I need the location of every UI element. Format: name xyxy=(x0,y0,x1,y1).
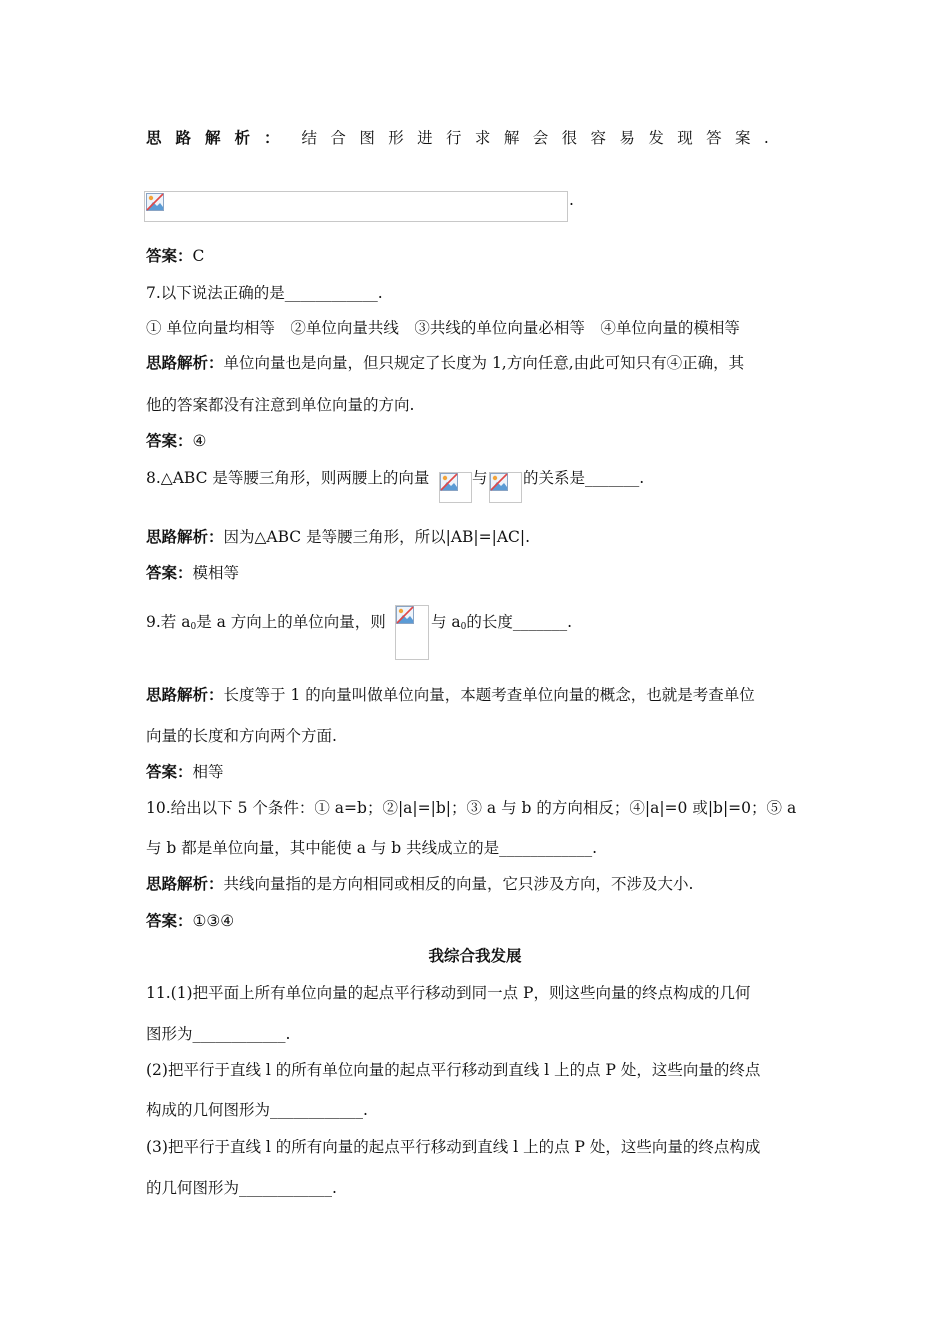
answer-value: ①③④ xyxy=(192,912,235,930)
q11-part3-line2: 的几何图形为____________. xyxy=(146,1179,337,1197)
q10-question-line2: 与 b 都是单位向量，其中能使 a 与 b 共线成立的是____________. xyxy=(146,839,598,857)
analysis-text: 因为△ABC 是等腰三角形，所以|AB|=|AC|. xyxy=(223,528,531,546)
q10-analysis xyxy=(146,874,693,894)
q8-question-b: 与 xyxy=(472,469,488,487)
q7-analysis-line2: 他的答案都没有注意到单位向量的方向. xyxy=(146,396,415,414)
q11-part2-line2: 构成的几何图形为____________. xyxy=(146,1101,368,1119)
analysis-label: 思路解析： xyxy=(146,875,224,893)
q10-answer xyxy=(146,911,234,931)
vector-ac-image xyxy=(489,472,522,503)
q9-text-c: 与 a xyxy=(431,613,461,631)
q7-answer xyxy=(146,431,206,451)
q8-analysis xyxy=(146,527,530,547)
answer-label: 答案： xyxy=(146,912,193,930)
analysis-label: 思路解析： xyxy=(146,528,224,546)
answer-label: 答案： xyxy=(146,763,193,781)
broken-image-icon xyxy=(490,473,508,491)
analysis-text: 结合图形进行求解会很容易发现答案. xyxy=(301,129,783,147)
q9-analysis-line1 xyxy=(146,685,755,705)
section-title: 我综合我发展 xyxy=(428,947,522,965)
subscript: 0 xyxy=(460,622,467,632)
broken-image-icon xyxy=(146,193,164,211)
q8-answer xyxy=(146,563,239,583)
q6-analysis-line xyxy=(146,128,782,148)
q6-answer xyxy=(146,246,204,266)
analysis-label: 思路解析： xyxy=(146,129,294,147)
q9-text-d: 的长度_______. xyxy=(466,613,573,631)
q8-question-c: 的关系是_______. xyxy=(523,469,645,487)
q11-part1-line2: 图形为____________. xyxy=(146,1025,291,1043)
q8-question-a: 8.△ABC 是等腰三角形，则两腰上的向量 xyxy=(146,469,430,487)
analysis-label: 思路解析： xyxy=(146,686,224,704)
q9-question-c xyxy=(431,612,572,637)
q7-analysis-line1 xyxy=(146,353,744,373)
q11-part1-line1: 11.(1)把平面上所有单位向量的起点平行移动到同一点 P，则这些向量的终点构成的几何 xyxy=(146,984,751,1002)
analysis-label: 思路解析： xyxy=(146,354,224,372)
q9-analysis-line2: 向量的长度和方向两个方面. xyxy=(146,727,337,745)
q7-options: ① 单位向量均相等 ②单位向量共线 ③共线的单位向量必相等 ④单位向量的模相等 xyxy=(146,319,740,337)
vector-ab-image xyxy=(439,472,472,503)
broken-image-icon xyxy=(440,473,458,491)
q11-part2-line1: (2)把平行于直线 l 的所有单位向量的起点平行移动到直线 l 上的点 P 处，这些向量的终点 xyxy=(146,1061,761,1079)
q9-answer xyxy=(146,762,224,782)
answer-label: 答案： xyxy=(146,432,193,450)
answer-label: 答案： xyxy=(146,564,193,582)
answer-value: 模相等 xyxy=(192,564,240,582)
q9-text-a: 9.若 a xyxy=(146,613,191,631)
q9-question-a xyxy=(146,612,386,637)
q11-part3-line1: (3)把平行于直线 l 的所有向量的起点平行移动到直线 l 上的点 P 处，这些向量的终点构成 xyxy=(146,1138,761,1156)
figure-placeholder xyxy=(144,191,568,222)
q10-question-line1: 10.给出以下 5 个条件：① a=b；②|a|=|b|；③ a 与 b 的方向相反；④|a|=0 或|b|=0；⑤ a xyxy=(146,799,797,817)
subscript: 0 xyxy=(190,622,197,632)
q7-question: 7.以下说法正确的是____________. xyxy=(146,284,383,302)
answer-value: 相等 xyxy=(192,763,224,781)
broken-image-icon xyxy=(396,606,414,624)
q9-text-b: 是 a 方向上的单位向量，则 xyxy=(196,613,386,631)
answer-label: 答案： xyxy=(146,247,193,265)
answer-value: ④ xyxy=(192,432,207,450)
answer-value: C xyxy=(192,247,205,265)
analysis-text: 单位向量也是向量，但只规定了长度为 1,方向任意,由此可知只有④正确，其 xyxy=(223,354,745,372)
analysis-text: 共线向量指的是方向相同或相反的向量，它只涉及方向，不涉及大小. xyxy=(223,875,694,893)
vector-a-image xyxy=(395,605,429,660)
analysis-text: 长度等于 1 的向量叫做单位向量，本题考查单位向量的概念，也就是考查单位 xyxy=(223,686,755,704)
figure-trailing-period: . xyxy=(569,191,574,209)
